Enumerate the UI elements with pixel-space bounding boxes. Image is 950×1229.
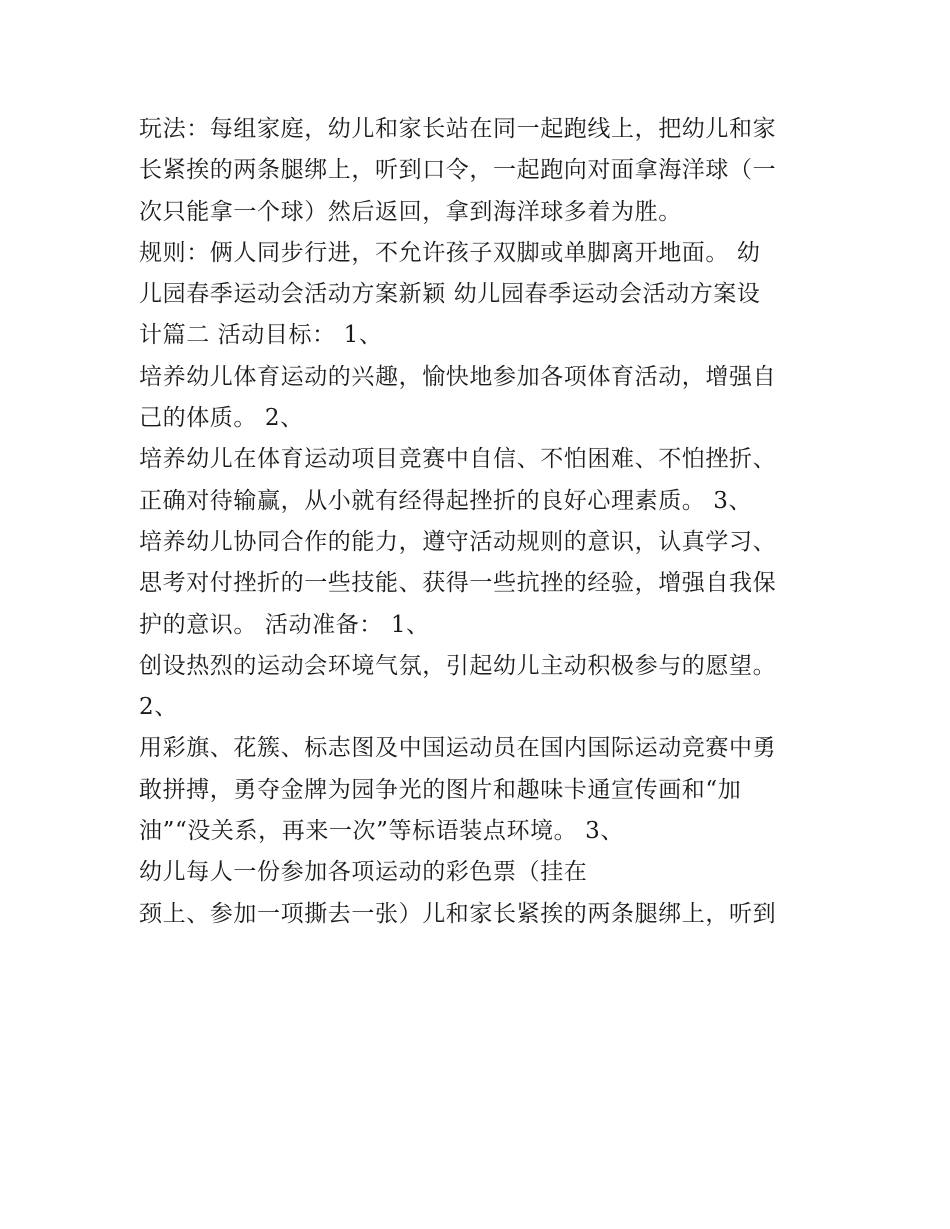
text-line: 油”“没关系，再来一次”等标语装点环境。 3、 [139, 818, 625, 845]
document-body [139, 109, 839, 935]
text-line: 正确对待输赢，从小就有经得起挫折的良好心理素质。 3、 [139, 487, 753, 514]
text-line: 培养幼儿在体育运动项目竞赛中自信、不怕困难、不怕挫折、 [139, 446, 777, 473]
text-line: 己的体质。 2、 [139, 405, 304, 432]
text-line: 创设热烈的运动会环境气氛，引起幼儿主动积极参与的愿望。 [139, 652, 777, 679]
text-line: 敢拼搏，勇夺金牌为园争光的图片和趣味卡通宣传画和“加 [139, 776, 742, 803]
text-line: 思考对付挫折的一些技能、获得一些抗挫的经验，增强自我保 [139, 570, 777, 597]
text-line: 次只能拿一个球）然后返回，拿到海洋球多着为胜。 [139, 198, 682, 225]
text-line: 计篇二 活动目标： 1、 [139, 322, 383, 349]
text-line: 护的意识。 活动准备： 1、 [139, 611, 430, 638]
text-line: 儿园春季运动会活动方案新颖 幼儿园春季运动会活动方案设 [139, 281, 761, 308]
text-line: 幼儿每人一份参加各项运动的彩色票（挂在 [139, 859, 588, 886]
text-line: 培养幼儿体育运动的兴趣，愉快地参加各项体育活动，增强自 [139, 363, 777, 390]
text-line: 颈上、参加一项撕去一张）儿和家长紧挨的两条腿绑上，听到 [139, 900, 777, 927]
text-line: 培养幼儿协同合作的能力，遵守活动规则的意识，认真学习、 [139, 528, 777, 555]
text-line: 长紧挨的两条腿绑上，听到口令，一起跑向对面拿海洋球（一 [139, 157, 777, 184]
text-line: 2、 [139, 694, 178, 721]
text-line: 玩法：每组家庭，幼儿和家长站在同一起跑线上，把幼儿和家 [139, 116, 777, 142]
text-line: 用彩旗、花簇、标志图及中国运动员在国内国际运动竞赛中勇 [139, 735, 777, 762]
text-line: 规则：俩人同步行进，不允许孩子双脚或单脚离开地面。 幼 [139, 239, 761, 266]
